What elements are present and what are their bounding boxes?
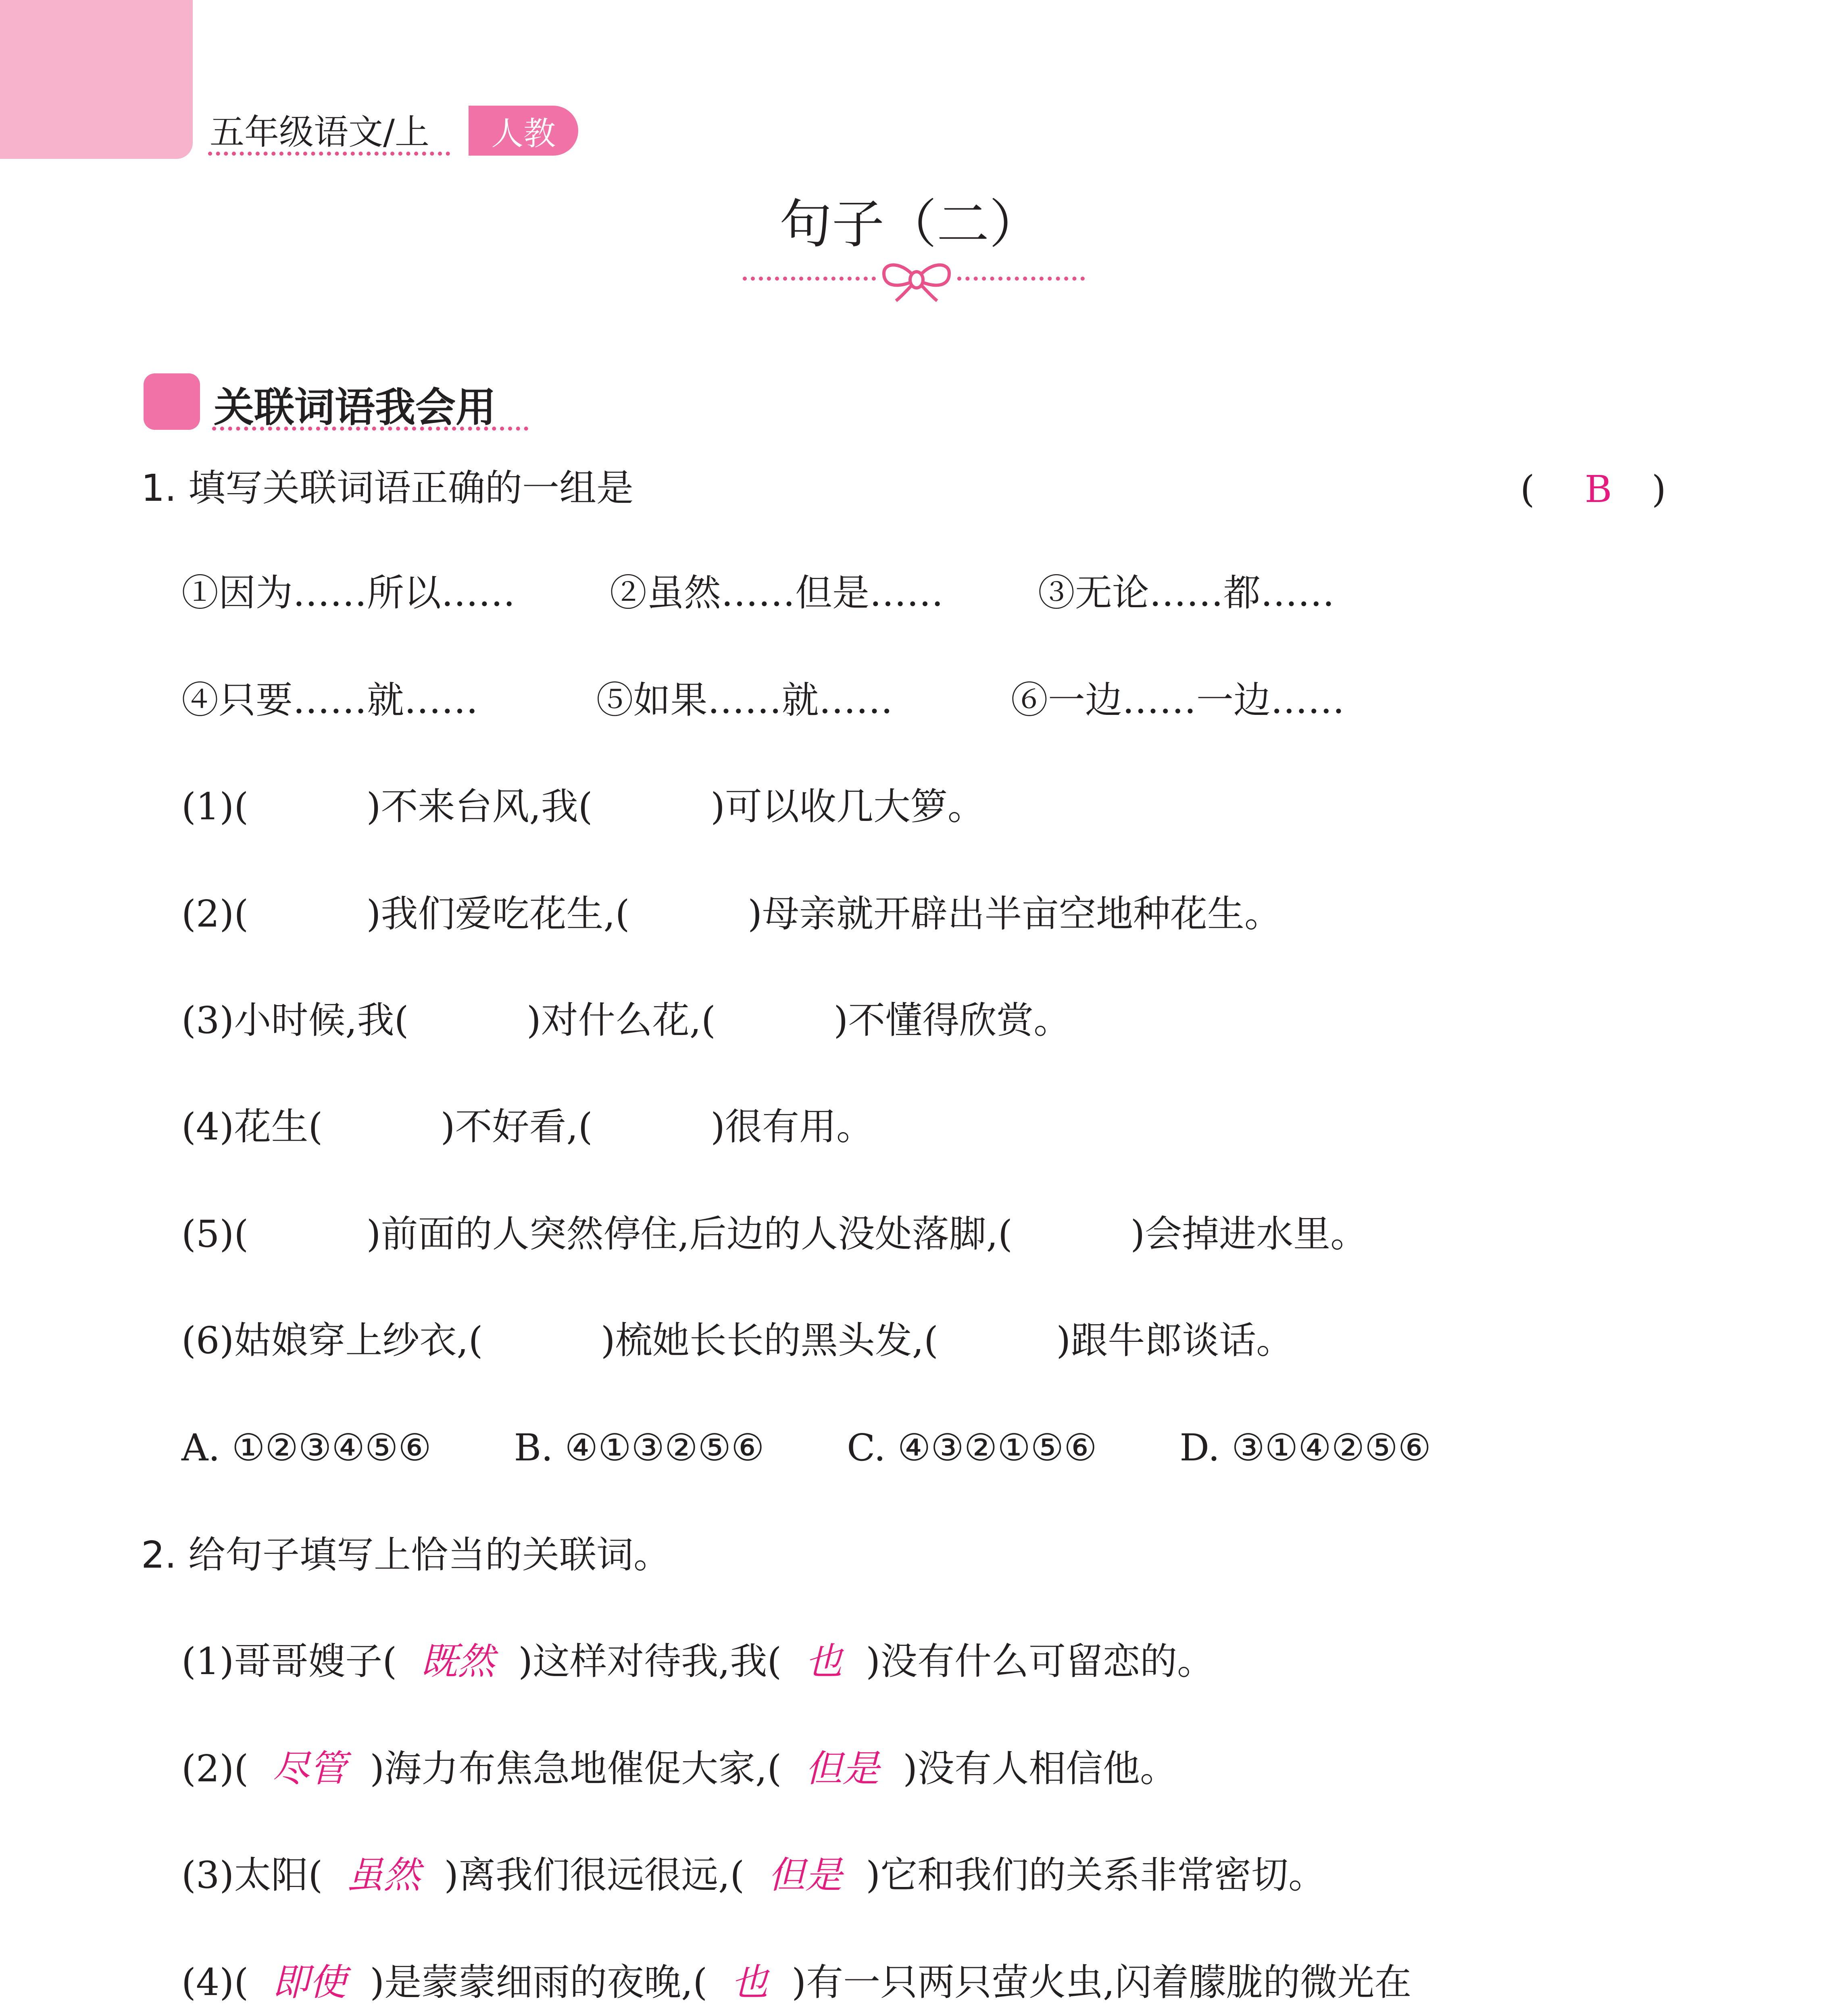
- q2-item-4-answer-1: 即使: [272, 1961, 346, 2004]
- q1-choices: A. ①②③④⑤⑥ B. ④①③②⑤⑥ C. ④③②①⑤⑥ D. ③①④②⑤⑥: [181, 1426, 1431, 1469]
- grade-label: 五年级语文/上: [210, 112, 429, 152]
- q1-item-3: (3)小时候,我( )对什么花,( )不懂得欣赏。: [181, 999, 1071, 1042]
- q1-answer: B: [1585, 468, 1612, 511]
- section-underline: [212, 427, 528, 431]
- q2-item-4-part-3: )有一只两只萤火虫,闪着朦胧的微光在: [792, 1961, 1412, 2004]
- q2-item-2: [181, 1748, 1177, 1789]
- q1-item-4: (4)花生( )不好看,( )很有用。: [181, 1105, 874, 1148]
- q2-item-4-part-2: )是蒙蒙细雨的夜晚,(: [370, 1961, 708, 2004]
- q2-item-2-part-2: )海力布焦急地催促大家,(: [370, 1747, 782, 1790]
- q2-item-3-answer-1: 虽然: [346, 1854, 421, 1897]
- q2-item-3-part-1: (3)太阳(: [181, 1854, 323, 1897]
- q2-item-3-answer-2: 但是: [768, 1854, 842, 1897]
- q1-options-row-1: ①因为……所以…… ②虽然……但是…… ③无论……都……: [181, 571, 1335, 614]
- q1-item-1: (1)( )不来台风,我( )可以收几大箩。: [181, 785, 985, 828]
- q1-item-2: (2)( )我们爱吃花生,( )母亲就开辟出半亩空地种花生。: [181, 892, 1282, 935]
- corner-decoration: [0, 0, 193, 159]
- q2-item-1-part-3: )没有什么可留恋的。: [866, 1640, 1215, 1683]
- q2-item-2-part-3: )没有人相信他。: [903, 1747, 1177, 1790]
- bow-icon: [880, 257, 953, 302]
- q2-item-3-part-3: )它和我们的关系非常密切。: [866, 1854, 1326, 1897]
- q1-item-5: (5)( )前面的人突然停住,后边的人没处落脚,( )会掉进水里。: [181, 1212, 1368, 1256]
- q2-item-4: [181, 1962, 1411, 2003]
- q2-item-1-part-2: )这样对待我,我(: [518, 1640, 782, 1683]
- q2-prompt: 2. 给句子填写上恰当的关联词。: [141, 1533, 671, 1577]
- q2-item-1-answer-1: 既然: [420, 1640, 495, 1683]
- q1-item-6: (6)姑娘穿上纱衣,( )梳她长长的黑头发,( )跟牛郎谈话。: [181, 1319, 1294, 1362]
- q1-options-row-2: ④只要……就…… ⑤如果……就…… ⑥一边……一边……: [181, 679, 1345, 722]
- title-divider-left: [743, 277, 876, 281]
- section-title: 关联词语我会用: [214, 384, 496, 431]
- q2-item-2-answer-1: 尽管: [272, 1747, 346, 1790]
- title-divider-right: [957, 277, 1085, 281]
- page-title: 句子（二）: [779, 194, 1042, 255]
- section-marker: [144, 373, 200, 430]
- q2-item-4-answer-2: 也: [731, 1961, 768, 2004]
- q2-item-3-part-2: )离我们很远很远,(: [444, 1854, 745, 1897]
- q2-item-4-part-1: (4)(: [181, 1961, 249, 2004]
- q2-item-3: [181, 1855, 1325, 1895]
- q1-prompt: 1. 填写关联词语正确的一组是: [141, 467, 634, 510]
- edition-badge: 人教: [469, 106, 578, 156]
- q1-answer-close: ): [1652, 468, 1666, 511]
- q2-item-2-part-1: (2)(: [181, 1747, 249, 1790]
- q1-answer-open: (: [1520, 468, 1535, 511]
- q2-item-2-answer-2: 但是: [805, 1747, 879, 1790]
- q2-item-1: [181, 1641, 1214, 1682]
- grade-underline: [208, 152, 450, 156]
- q2-item-1-part-1: (1)哥哥嫂子(: [181, 1640, 397, 1683]
- q2-item-1-answer-2: 也: [805, 1640, 842, 1683]
